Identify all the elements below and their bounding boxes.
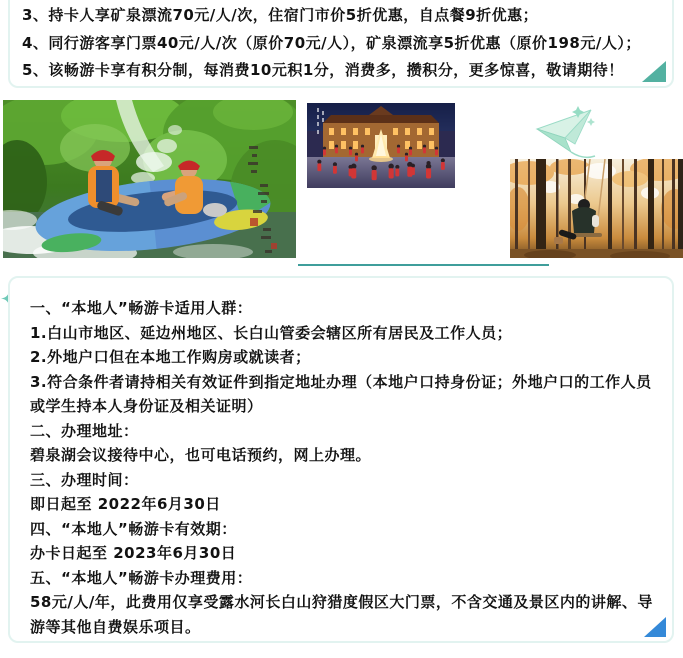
info-line: 游等其他自费娱乐项目。 — [30, 617, 201, 636]
bonfire-illustration — [307, 103, 455, 188]
benefit-line: 3、持卡人享矿泉漂流70元/人/次，住宿门市价5折优惠，自点餐9折优惠； — [22, 6, 539, 24]
info-heading: 五、“本地人”畅游卡办理费用： — [30, 568, 253, 587]
divider-line — [298, 264, 549, 266]
info-line: 3.符合条件者请持相关有效证件到指定地址办理（本地户口持身份证；外地户口的工作人员 — [30, 372, 652, 391]
corner-triangle-icon — [642, 61, 666, 82]
info-heading: 一、“本地人”畅游卡适用人群： — [30, 299, 253, 317]
corner-triangle-icon — [644, 617, 666, 637]
benefit-line: 4、同行游客享门票40元/人/次（原价70元/人），矿泉漂流享5折优惠（原价198元/人）； — [22, 33, 641, 52]
info-line: 办卡日起至 2023年6月30日 — [30, 544, 237, 562]
info-heading: 二、办理地址： — [30, 421, 139, 440]
forest-swing-illustration — [510, 159, 683, 258]
forest-swing-photo — [510, 159, 683, 258]
info-line: 58元/人/年，此费用仅享受露水河长白山狩猎度假区大门票，不含交通及景区内的讲解、导 — [30, 593, 653, 611]
paper-airplane-icon — [535, 105, 597, 159]
rafting-photo — [3, 100, 296, 258]
info-line: 1.白山市地区、延边州地区、长白山管委会辖区所有居民及工作人员； — [30, 323, 513, 342]
info-heading: 三、办理时间： — [30, 470, 139, 489]
info-heading: 四、“本地人”畅游卡有效期： — [30, 519, 237, 538]
rafting-illustration — [3, 100, 296, 258]
card-info-panel — [8, 276, 674, 643]
info-line: 碧泉湖会议接待中心，也可电话预约，网上办理。 — [30, 446, 372, 464]
benefit-line: 5、该畅游卡享有积分制，每消费10元积1分，消费多，攒积分，更多惊喜，敬请期待！ — [22, 61, 624, 79]
bonfire-night-photo — [307, 103, 455, 188]
info-line: 2.外地户口但在本地工作购房或就读者； — [30, 348, 311, 366]
promo-benefits-panel — [8, 0, 674, 88]
info-line: 即日起至 2022年6月30日 — [30, 495, 221, 513]
info-line: 或学生持本人身份证及相关证明） — [30, 397, 263, 415]
